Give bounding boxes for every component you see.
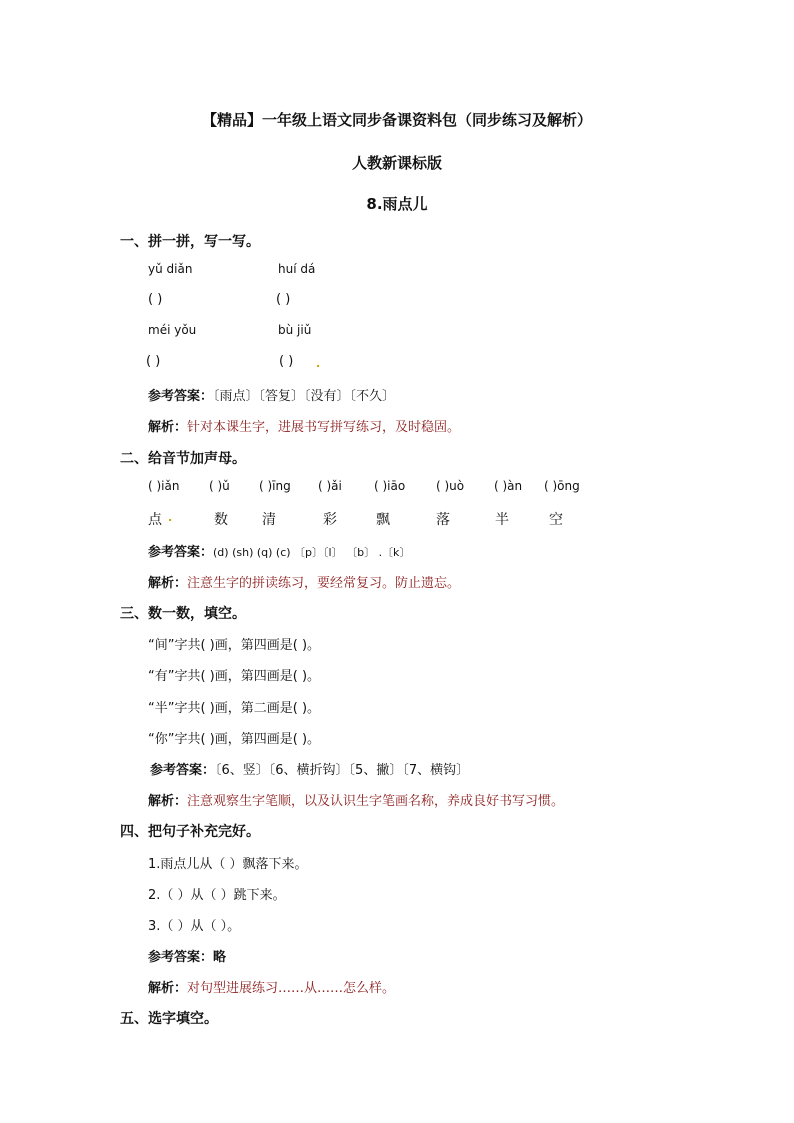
- section-4-heading: 四、把句子补充完好。: [120, 824, 260, 840]
- sentence-line: 3.（ ）从（ ）。: [148, 919, 241, 934]
- s1-explanation: 解析：针对本课生字，进展书写拼写练习，及时稳固。: [148, 420, 461, 435]
- s2-explanation: 解析：注意生字的拼读练习，要经常复习。防止遗忘。: [148, 576, 461, 591]
- section-1-heading: 一、拼一拼，写一写。: [120, 234, 260, 250]
- stroke-count-line: “间”字共( )画，第四画是( )。: [148, 638, 321, 653]
- blank-1: ( ): [148, 292, 163, 307]
- sentence-line: 2.（ ）从（ ）跳下来。: [148, 888, 286, 903]
- stroke-count-line: “半”字共( )画，第二画是( )。: [148, 701, 321, 716]
- s2-answer: 参考答案：(d) (sh) (q) (c) 〔p〕〔l〕 〔b〕 .〔k〕: [148, 545, 411, 560]
- char-item: 彩: [323, 512, 337, 528]
- pinyin-1: yǔ diǎn: [148, 262, 193, 276]
- syllable-item: ( )iāo: [374, 479, 406, 493]
- syllable-item: ( )īng: [259, 479, 291, 493]
- s3-explanation: 解析：注意观察生字笔顺，以及认识生字笔画名称，养成良好书写习惯。: [148, 794, 565, 809]
- s3-answer: 参考答案：〔6、竖〕〔6、横折钩〕〔5、撇〕〔7、横钩〕: [150, 763, 470, 778]
- dot-mark: .: [168, 511, 173, 524]
- char-item: 落: [436, 512, 450, 528]
- syllable-item: ( )ǎi: [318, 479, 342, 493]
- char-item: 清: [262, 512, 276, 528]
- section-3-heading: 三、数一数，填空。: [120, 606, 246, 622]
- char-item: 飘: [376, 512, 390, 528]
- syllable-item: ( )iǎn: [148, 479, 180, 493]
- pinyin-2: huí dá: [278, 262, 316, 276]
- char-item: 半: [495, 512, 509, 528]
- pinyin-3: méi yǒu: [148, 323, 197, 337]
- blank-4: ( ): [279, 354, 294, 369]
- stroke-count-line: “你”字共( )画，第四画是( )。: [148, 732, 321, 747]
- syllable-item: ( )uò: [436, 479, 465, 493]
- char-item: 空: [549, 512, 563, 528]
- section-5-heading: 五、选字填空。: [120, 1011, 218, 1027]
- sentence-line: 1.雨点儿从（ ）飘落下来。: [148, 857, 308, 872]
- section-2-heading: 二、给音节加声母。: [120, 451, 246, 467]
- char-item: 数: [214, 512, 228, 528]
- s4-explanation: 解析：对句型进展练习……从……怎么样。: [148, 981, 396, 996]
- syllable-item: ( )àn: [494, 479, 523, 493]
- document-subtitle: 人教新课标版: [351, 154, 442, 172]
- dot-mark: .: [316, 357, 321, 370]
- lesson-title: 8.雨点儿: [366, 195, 428, 213]
- blank-3: ( ): [146, 354, 161, 369]
- document-title: 【精品】一年级上语文同步备课资料包（同步练习及解析）: [201, 111, 592, 129]
- s4-answer: 参考答案：略: [148, 950, 227, 965]
- stroke-count-line: “有”字共( )画，第四画是( )。: [148, 669, 321, 684]
- char-item: 点: [148, 512, 162, 528]
- blank-2: ( ): [276, 292, 291, 307]
- s1-answer: 参考答案：〔雨点〕〔答复〕〔没有〕〔不久〕: [148, 389, 396, 404]
- pinyin-4: bù jiǔ: [278, 323, 312, 337]
- syllable-item: ( )ǔ: [209, 479, 230, 493]
- syllable-item: ( )ōng: [544, 479, 580, 493]
